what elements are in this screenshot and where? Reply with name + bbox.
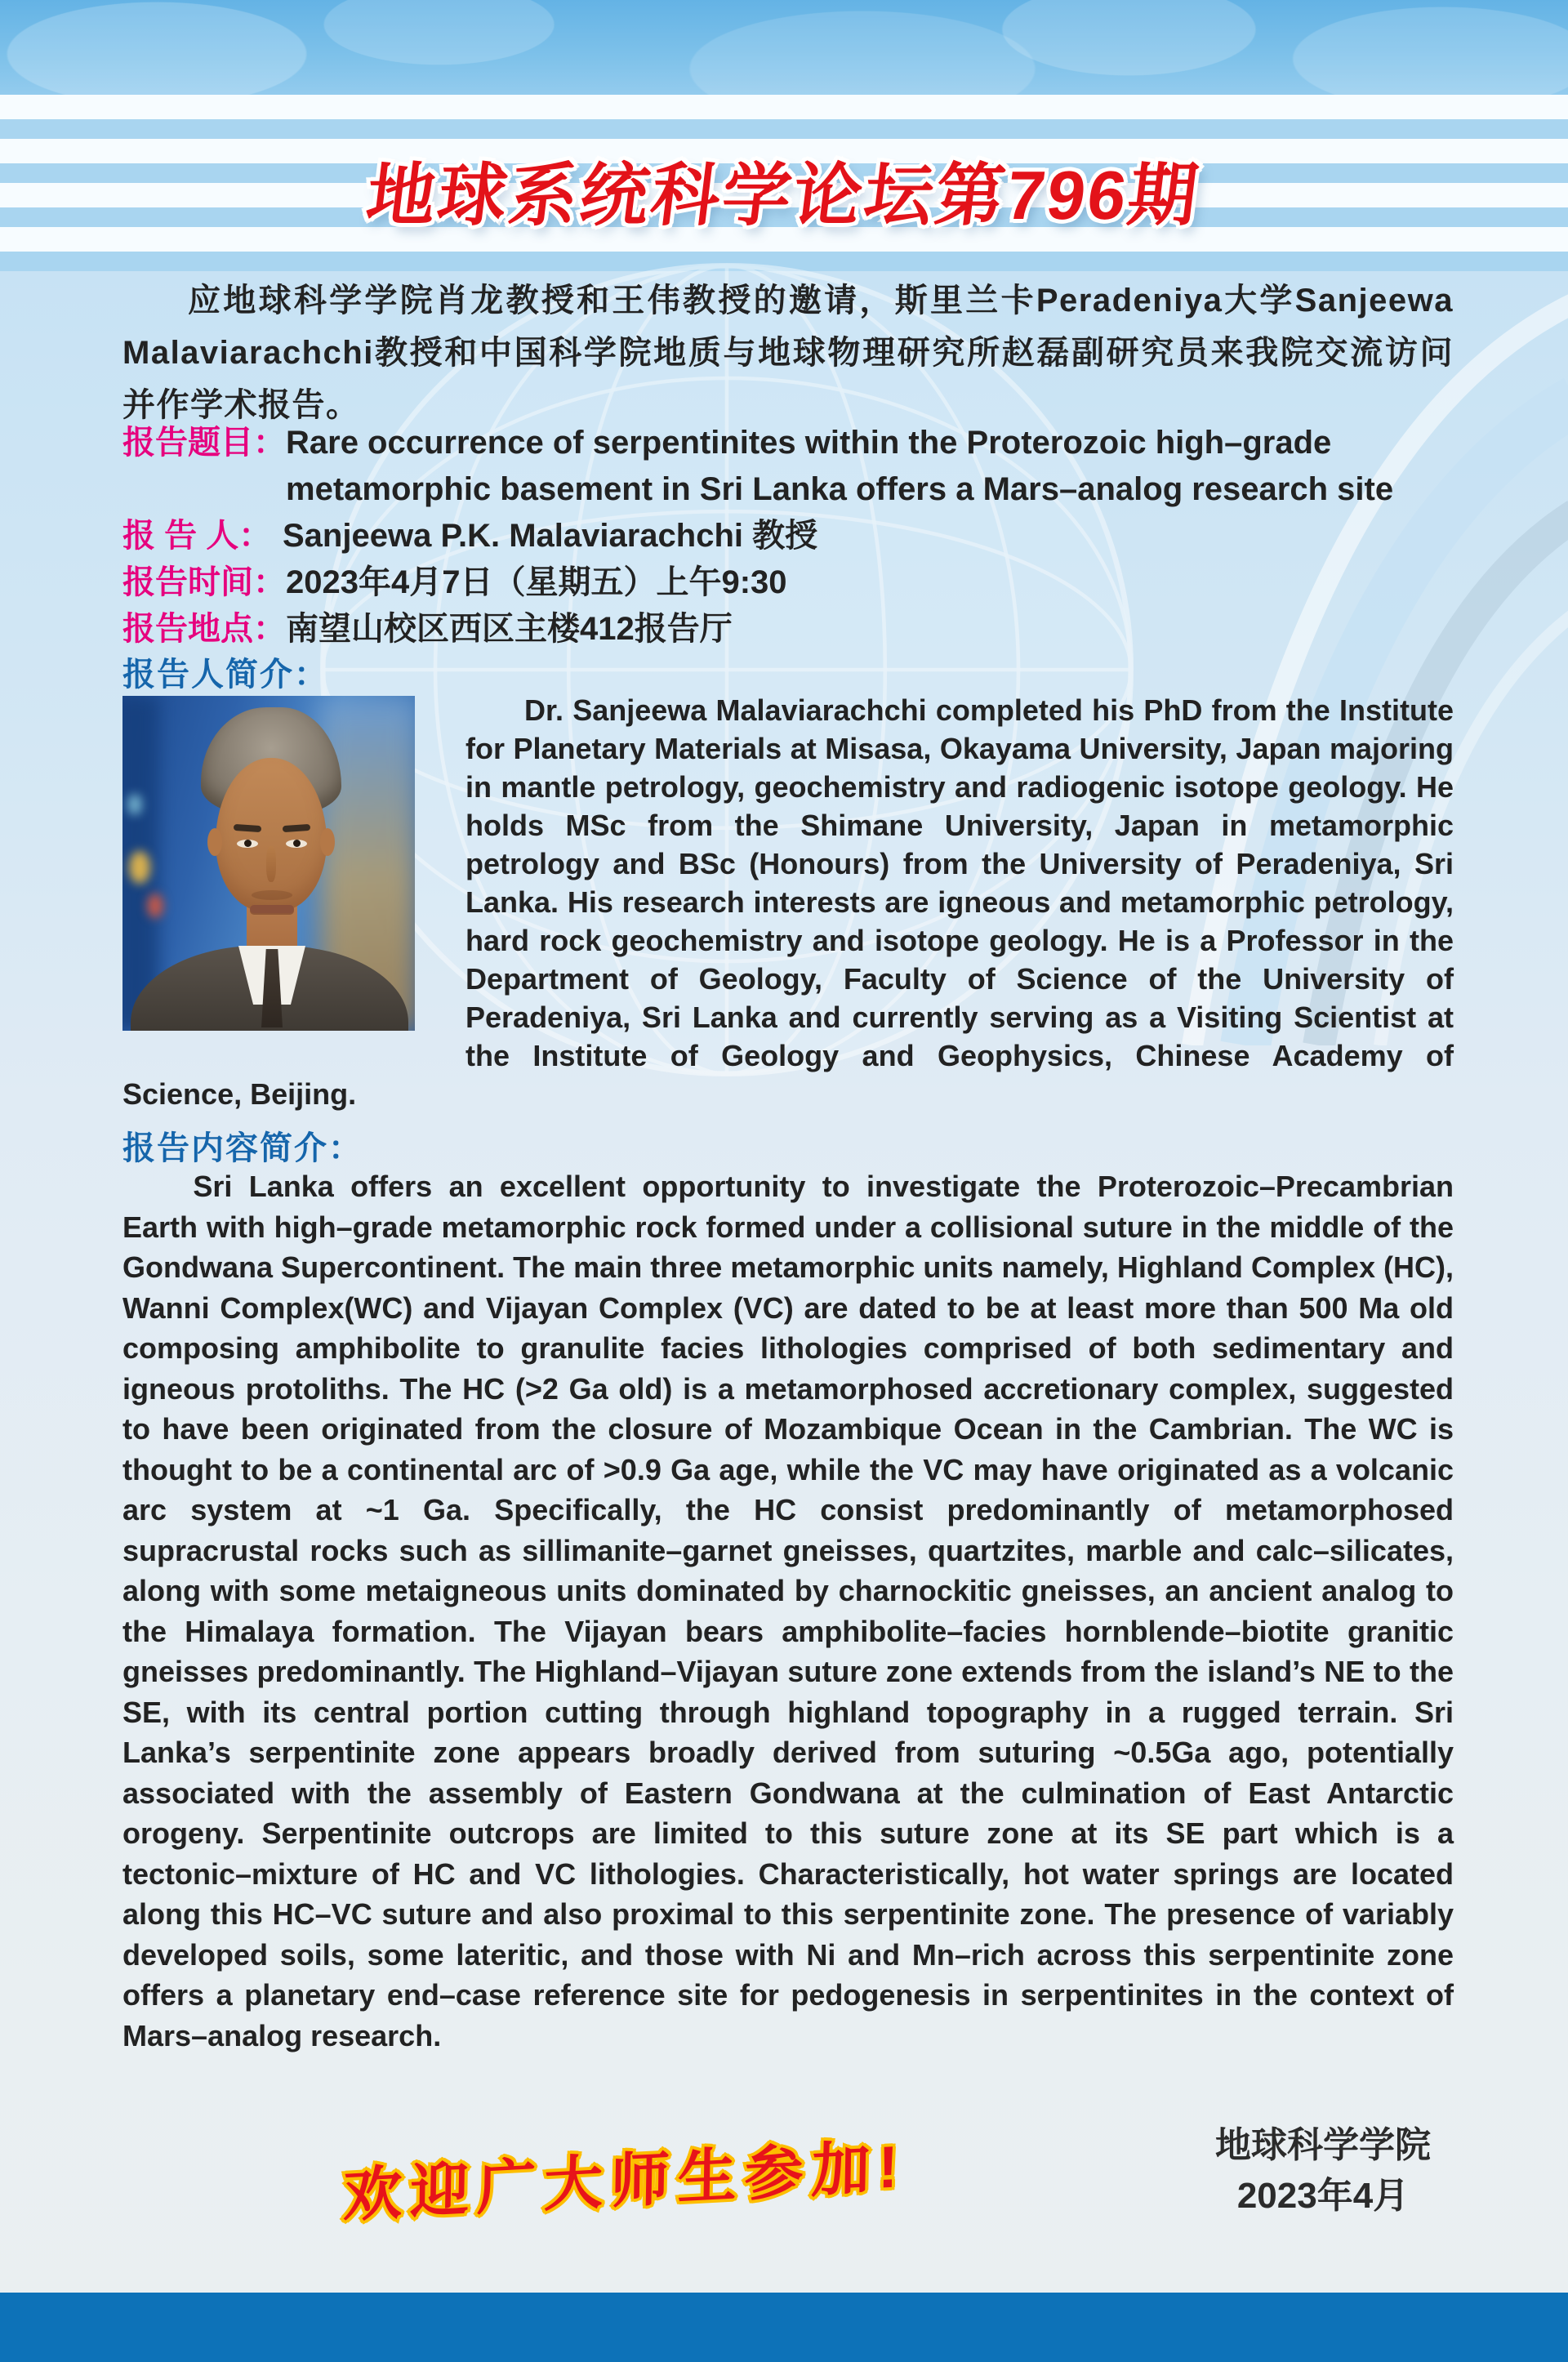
speaker-photo [122,696,415,1031]
report-details [122,420,1454,653]
abstract-paragraph: Sri Lanka offers an excellent opportunity to investigate the Proterozoic–Precambrian Earth with high–grade metamorphic rock formed under a collisional suture in the middle of the Gondwana Supercontinent. The main three metamorphic units namely, Highland Complex (HC), Wanni Complex(WC) and Vijayan Complex (VC) are dated to be at least more than 500 Ma old composing amphibolite to granulite facies lithologies comprised of both sedimentary and igneous protoliths. The HC (>2 Ga old) is a metamorphosed accretionary complex, suggested to have been originated from the closure of Mozambique Ocean in the Cambrian. The WC is thought to be a continental arc of >0.9 Ga age, while the VC may have originated as a volcanic arc system at ~1 Ga. Specifically, the HC consist predominantly of metamorphosed supracrustal rocks such as sillimanite–garnet gneisses, quartzites, marble and calc–silicates, along with some metaigneous units dominated by charnockitic gneisses, an ancient analog to the Himalaya formation. The Vijayan bears amphibolite–facies hornblende–biotite granitic gneisses predominantly. The Highland–Vijayan suture zone extends from the island’s NE to the SE, with its central portion cutting through highland topography in a rugged terrain. Sri Lanka’s serpentinite zone appears broadly derived from suturing ~0.5Ga ago, potentially associated with the assembly of Eastern Gondwana at the culmination of East Antarctic orogeny. Serpentinite outcrops are limited to this suture zone at its SE part which is a tectonic–mixture of HC and VC lithologies. Characteristically, hot water springs are located along this HC–VC suture and also proximal to this serpentinite zone. The presence of variably developed soils, some lateritic, and those with Ni and Mn–rich across this serpentinite zone offers a planetary end–case reference site for pedogenesis in serpentinites in the context of Mars–analog research. [122,1170,1454,2052]
speaker-mustache-shadow [252,890,292,900]
speaker-pupil-shape [244,840,252,847]
speaker-value: Sanjeewa P.K. Malaviarachchi 教授 [283,518,818,554]
speaker-label: 报 告 人： [122,518,272,554]
speaker-face-shape [216,758,327,911]
topic-label: 报告题目： [122,425,286,461]
footer-institution: 地球科学学院 [1215,2125,1431,2165]
bio-section-label: 报告人简介： [122,657,328,693]
forum-title: 地球系统科学论坛第796期 [362,157,1205,234]
photo-background-speck [129,851,150,884]
welcome-banner: 欢迎广大师生参加! [342,2133,907,2230]
bio-section [122,691,1454,1113]
speaker-pupil-shape [293,840,301,847]
detail-row-time [122,559,1454,606]
photo-background-speck [147,894,163,918]
intro-paragraph: 应地球科学学院肖龙教授和王伟教授的邀请，斯里兰卡Peradeniya大学Sanjeewa Malaviarachchi教授和中国科学院地质与地球物理研究所赵磊副研究员来我院交流访问并作学术报告。 [122,283,1454,423]
time-label: 报告时间： [122,564,286,600]
venue-label: 报告地点： [122,611,286,647]
speaker-nose-shape [266,846,276,882]
photo-background-speck [127,794,142,815]
detail-row-venue [122,606,1454,653]
venue-value: 南望山校区西区主楼412报告厅 [286,611,733,647]
speaker-bio-text: Dr. Sanjeewa Malaviarachchi completed his PhD from the Institute for Planetary Materials at Misasa, Okayama University, Japan majoring in mantle petrology, geochemistry and radiogenic isotope geology. He holds MSc from the Shimane University, Japan in metamorphic petrology and BSc (Honours) from the University of Peradeniya, Sri Lanka. His research interests are igneous and metamorphic petrology, hard rock geochemistry and isotope geology. He is a Professor in the Department of Geology, Faculty of Science of the University of Peradeniya, Sri Lanka and currently serving as a Visiting Scientist at the Institute of Geology and Geophysics, Chinese Academy of Science, Beijing. [122,693,1454,1111]
speaker-ear-shape [320,828,335,856]
footer-date: 2023年4月 [1236,2176,1410,2216]
abstract-section-label: 报告内容简介： [122,1130,363,1166]
time-value: 2023年4月7日（星期五）上午9:30 [286,564,787,600]
footer-signature [1184,2120,1462,2222]
world-map-banner [0,0,1568,98]
detail-row-speaker [122,513,1454,559]
detail-row-topic [122,420,1454,513]
topic-value: Rare occurrence of serpentinites within the Proterozoic high–grade metamorphic basement in Sri Lanka offers a Mars–analog research site [286,425,1394,507]
speaker-ear-shape [207,828,222,856]
bottom-bar [0,2293,1568,2362]
speaker-mouth-shape [250,905,294,913]
